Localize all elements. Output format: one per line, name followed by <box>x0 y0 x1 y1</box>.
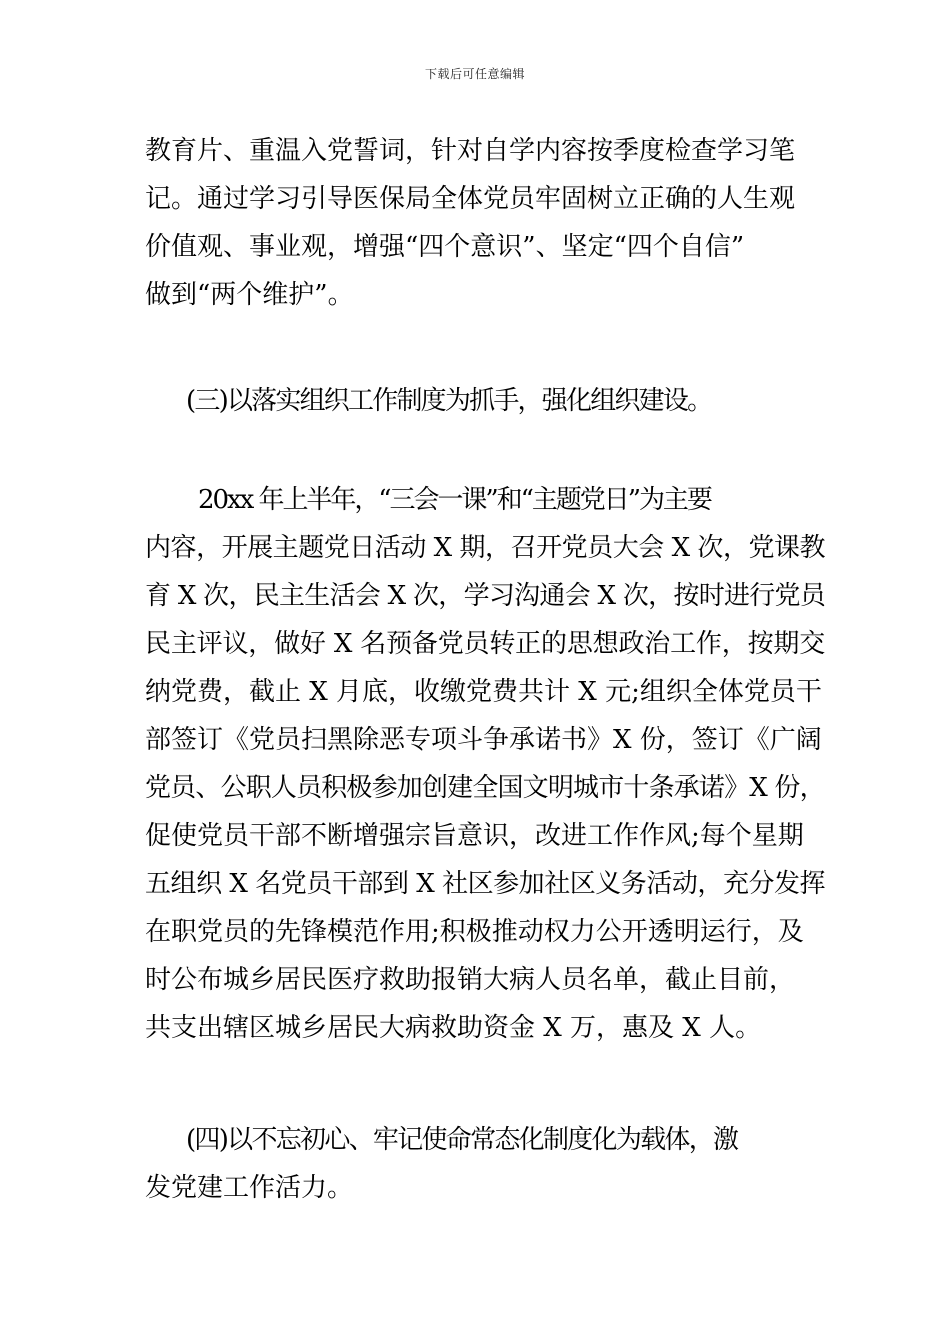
text-line: 育 X 次，民主生活会 X 次，学习沟通会 X 次，按时进行党员 <box>145 581 826 611</box>
text-line: (四)以不忘初心、牢记使命常态化制度化为载体，激 <box>186 1125 738 1155</box>
text-line: 促使党员干部不断增强宗旨意识，改进工作作风;每个星期 <box>145 821 804 851</box>
text-line: 五组织 X 名党员干部到 X 社区参加社区义务活动，充分发挥 <box>145 869 826 899</box>
page-header: 下载后可任意编辑 <box>424 67 525 81</box>
text-line: (三)以落实组织工作制度为抓手，强化组织建设。 <box>186 386 712 416</box>
text-line: 价值观、事业观，增强“四个意识”、坚定“四个自信” <box>145 232 745 262</box>
text-line: 民主评议，做好 X 名预备党员转正的思想政治工作，按期交 <box>145 629 826 659</box>
text-line: 内容，开展主题党日活动 X 期，召开党员大会 X 次，党课教 <box>145 533 826 563</box>
text-line: 做到“两个维护”。 <box>145 280 354 310</box>
text-line: 时公布城乡居民医疗救助报销大病人员名单，截止目前， <box>145 965 796 995</box>
text-line: 共支出辖区城乡居民大病救助资金 X 万，惠及 X 人。 <box>145 1013 762 1043</box>
text-line: 20xx 年上半年，“三会一课”和“主题党日”为主要 <box>198 485 711 515</box>
text-line: 纳党费，截止 X 月底，收缴党费共计 X 元;组织全体党员干 <box>145 677 822 707</box>
text-line: 党员、公职人员积极参加创建全国文明城市十条承诺》X 份， <box>145 773 825 803</box>
text-line: 记。通过学习引导医保局全体党员牢固树立正确的人生观 <box>145 184 796 214</box>
text-line: 部签订《党员扫黑除恶专项斗争承诺书》X 份，签订《广阔 <box>145 725 822 755</box>
text-line: 在职党员的先锋模范作用;积极推动权力公开透明运行，及 <box>145 917 804 947</box>
text-line: 发党建工作活力。 <box>145 1173 354 1203</box>
text-line: 教育片、重温入党誓词，针对自学内容按季度检查学习笔 <box>145 136 796 166</box>
